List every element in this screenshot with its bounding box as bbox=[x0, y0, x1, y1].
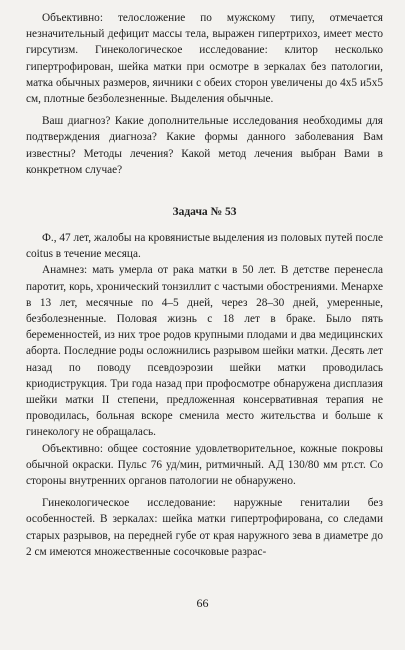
page-number: 66 bbox=[196, 596, 209, 610]
objective-status-paragraph: Объективно: общее состояние удовлетворительное, кожные покровы обычной окраски. Пульс 76 уд/мин, ритмичный. АД 130/80 мм рт.ст. Со стороны внутренних органов патологии не обнаружено. bbox=[26, 442, 383, 488]
complaints-paragraph: Ф., 47 лет, жалобы на кровянистые выделения из половых путей после coitus в течение месяца. bbox=[26, 232, 383, 261]
gynecological-exam-paragraph: Гинекологическое исследование: наружные гениталии без особенностей. В зеркалах: шейка матки гипертрофирована, со следами старых разрывов, на передней губе от края наружного зева в диаметре до 2 см имеются множественные сосочковые разрас- bbox=[26, 497, 383, 558]
anamnesis-paragraph: Анамнез: мать умерла от рака матки в 50 лет. В детстве перенесла паротит, корь, хронический тонзиллит с частыми обострениями. Менархе в 13 лет, месячные по 4–5 дней, через 28–30 дней, умеренные, безболезненные. Половая жизнь с 18 лет в браке. Было пять беременностей, из них трое родов крупными плодами и два медицинских аборта. Последние роды осложнились разрывом шейки матки. Десять лет назад по поводу псевдоэрозии шейки матки проводилась криодиструкция. Три года назад при профосмотре обнаружена дисплазия шейки матки II степени, предложенная консервативная терапия не проводилась, больная вскоре сменила место жительства и больше к гинекологу не обращалась. bbox=[26, 264, 383, 439]
objective-findings-paragraph: Объективно: телосложение по мужскому типу, отмечается незначительный дефицит массы тела, выражен гипертрихоз, имеет место гирсутизм. Гинекологическое исследование: клитор несколько гипертрофирован, шейка матки при осмотре в зеркалах без патологии, матка обычных размеров, яичники с обеих сторон увеличены до 4х5 и5х5 см, плотные безболезненные. Выделения обычные. bbox=[26, 12, 383, 106]
questions-paragraph: Ваш диагноз? Какие дополнительные исследования необходимы для подтверждения диагноза? Какие формы данного заболевания Вам известны? Методы лечения? Какой метод лечения выбран Вами в конкретном случае? bbox=[26, 115, 383, 176]
task-heading: Задача № 53 bbox=[172, 206, 237, 219]
